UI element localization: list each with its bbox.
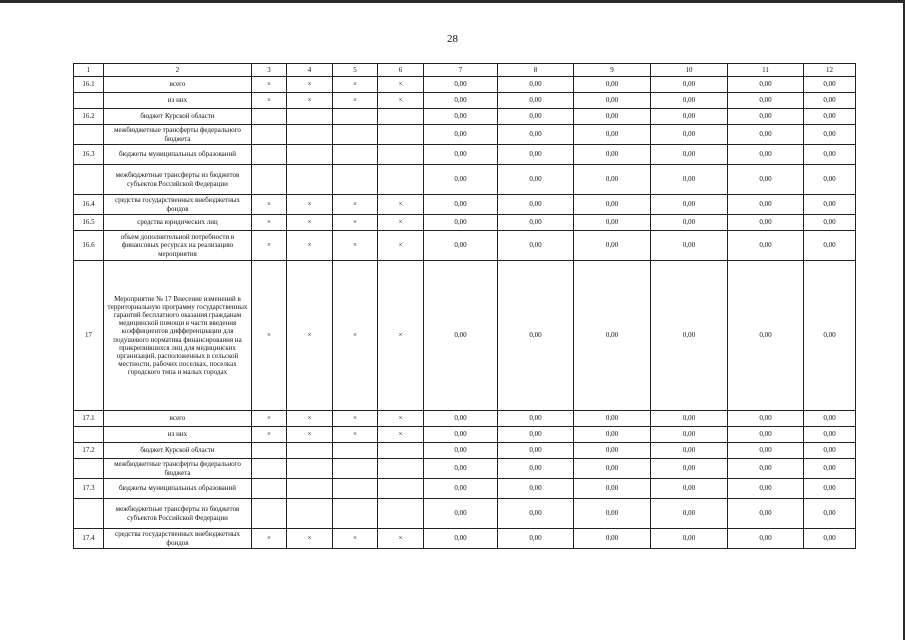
value-cell: 0,00 (728, 93, 804, 109)
value-cell: 0,00 (651, 231, 728, 261)
mark-cell (287, 499, 333, 529)
row-name-cell: межбюджетные трансферты федерального бюджета (104, 459, 252, 479)
mark-cell: × (333, 529, 378, 549)
row-name-cell: бюджеты муниципальных образований (104, 479, 252, 499)
row-name-cell: межбюджетные трансферты из бюджетов субъектов Российской Федерации (104, 165, 252, 195)
value-cell: 0,00 (574, 529, 651, 549)
value-cell: 0,00 (804, 109, 856, 125)
column-header: 9 (574, 64, 651, 77)
mark-cell: × (378, 215, 424, 231)
mark-cell (252, 443, 287, 459)
mark-cell: × (378, 261, 424, 411)
value-cell: 0,00 (424, 529, 498, 549)
value-cell: 0,00 (498, 529, 574, 549)
table-row (74, 77, 856, 93)
mark-cell (333, 145, 378, 165)
mark-cell (378, 145, 424, 165)
value-cell: 0,00 (728, 231, 804, 261)
mark-cell: × (252, 231, 287, 261)
mark-cell (287, 443, 333, 459)
mark-cell (378, 499, 424, 529)
mark-cell (378, 125, 424, 145)
value-cell: 0,00 (651, 479, 728, 499)
mark-cell: × (333, 231, 378, 261)
mark-cell: × (333, 93, 378, 109)
value-cell: 0,00 (498, 443, 574, 459)
value-cell: 0,00 (574, 411, 651, 427)
value-cell: 0,00 (651, 93, 728, 109)
value-cell: 0,00 (804, 125, 856, 145)
mark-cell: × (287, 529, 333, 549)
row-name-cell: межбюджетные трансферты федерального бюджета (104, 125, 252, 145)
mark-cell (333, 109, 378, 125)
value-cell: 0,00 (728, 77, 804, 93)
mark-cell: × (378, 231, 424, 261)
row-number-cell: 16.2 (74, 109, 104, 125)
value-cell: 0,00 (574, 145, 651, 165)
value-cell: 0,00 (498, 195, 574, 215)
value-cell: 0,00 (728, 499, 804, 529)
value-cell: 0,00 (498, 427, 574, 443)
value-cell: 0,00 (651, 411, 728, 427)
value-cell: 0,00 (424, 499, 498, 529)
row-number-cell: 17.1 (74, 411, 104, 427)
value-cell: 0,00 (498, 165, 574, 195)
value-cell: 0,00 (574, 195, 651, 215)
value-cell: 0,00 (424, 479, 498, 499)
value-cell: 0,00 (651, 215, 728, 231)
row-name-cell: средства юридических лиц (104, 215, 252, 231)
value-cell: 0,00 (424, 443, 498, 459)
column-header: 3 (252, 64, 287, 77)
value-cell: 0,00 (424, 459, 498, 479)
value-cell: 0,00 (804, 77, 856, 93)
table-header-row (74, 64, 856, 77)
mark-cell: × (287, 231, 333, 261)
mark-cell: × (333, 215, 378, 231)
value-cell: 0,00 (424, 165, 498, 195)
row-name-cell: всего (104, 411, 252, 427)
mark-cell: × (378, 427, 424, 443)
row-number-cell: 17.2 (74, 443, 104, 459)
mark-cell (252, 165, 287, 195)
row-name-cell: бюджет Курской области (104, 109, 252, 125)
top-border-line (0, 0, 905, 3)
table-row (74, 411, 856, 427)
value-cell: 0,00 (728, 195, 804, 215)
row-number-cell: 16.4 (74, 195, 104, 215)
value-cell: 0,00 (424, 411, 498, 427)
mark-cell: × (378, 93, 424, 109)
mark-cell: × (333, 77, 378, 93)
value-cell: 0,00 (651, 195, 728, 215)
value-cell: 0,00 (574, 427, 651, 443)
value-cell: 0,00 (424, 427, 498, 443)
value-cell: 0,00 (728, 459, 804, 479)
value-cell: 0,00 (574, 165, 651, 195)
value-cell: 0,00 (498, 125, 574, 145)
row-name-cell: из них (104, 427, 252, 443)
row-name-cell: бюджеты муниципальных образований (104, 145, 252, 165)
value-cell: 0,00 (574, 77, 651, 93)
table-row (74, 125, 856, 145)
value-cell: 0,00 (651, 499, 728, 529)
budget-table (73, 63, 856, 549)
value-cell: 0,00 (804, 93, 856, 109)
column-header: 5 (333, 64, 378, 77)
row-name-cell: из них (104, 93, 252, 109)
mark-cell (252, 125, 287, 145)
mark-cell (333, 499, 378, 529)
value-cell: 0,00 (424, 77, 498, 93)
mark-cell (378, 479, 424, 499)
value-cell: 0,00 (498, 411, 574, 427)
value-cell: 0,00 (728, 479, 804, 499)
table-row (74, 215, 856, 231)
value-cell: 0,00 (804, 411, 856, 427)
value-cell: 0,00 (498, 459, 574, 479)
row-number-cell (74, 93, 104, 109)
value-cell: 0,00 (498, 109, 574, 125)
mark-cell (287, 125, 333, 145)
mark-cell: × (252, 427, 287, 443)
value-cell: 0,00 (804, 459, 856, 479)
value-cell: 0,00 (574, 93, 651, 109)
mark-cell: × (333, 427, 378, 443)
value-cell: 0,00 (804, 231, 856, 261)
value-cell: 0,00 (424, 215, 498, 231)
table-row (74, 93, 856, 109)
value-cell: 0,00 (498, 93, 574, 109)
value-cell: 0,00 (574, 109, 651, 125)
row-name-cell: межбюджетные трансферты из бюджетов субъектов Российской Федерации (104, 499, 252, 529)
row-name-cell: объем дополнительной потребности в финансовых ресурсах на реализацию мероприятия (104, 231, 252, 261)
mark-cell: × (287, 93, 333, 109)
value-cell: 0,00 (804, 215, 856, 231)
table-row (74, 231, 856, 261)
mark-cell (333, 125, 378, 145)
table-row (74, 165, 856, 195)
mark-cell: × (287, 261, 333, 411)
mark-cell: × (252, 215, 287, 231)
table-row (74, 145, 856, 165)
mark-cell (378, 165, 424, 195)
mark-cell (287, 165, 333, 195)
value-cell: 0,00 (424, 195, 498, 215)
row-number-cell (74, 499, 104, 529)
column-header: 6 (378, 64, 424, 77)
value-cell: 0,00 (498, 77, 574, 93)
value-cell: 0,00 (804, 261, 856, 411)
value-cell: 0,00 (498, 215, 574, 231)
value-cell: 0,00 (574, 215, 651, 231)
value-cell: 0,00 (651, 443, 728, 459)
mark-cell (378, 443, 424, 459)
mark-cell: × (287, 77, 333, 93)
value-cell: 0,00 (804, 529, 856, 549)
column-header: 8 (498, 64, 574, 77)
value-cell: 0,00 (574, 125, 651, 145)
row-name-cell: бюджет Курской области (104, 443, 252, 459)
table-row (74, 109, 856, 125)
row-number-cell: 16.6 (74, 231, 104, 261)
value-cell: 0,00 (574, 443, 651, 459)
value-cell: 0,00 (574, 479, 651, 499)
table-row (74, 499, 856, 529)
mark-cell: × (287, 411, 333, 427)
row-number-cell: 17 (74, 261, 104, 411)
mark-cell: × (252, 411, 287, 427)
table-row (74, 459, 856, 479)
mark-cell (287, 459, 333, 479)
value-cell: 0,00 (728, 145, 804, 165)
mark-cell: × (378, 411, 424, 427)
mark-cell: × (252, 195, 287, 215)
mark-cell (287, 109, 333, 125)
value-cell: 0,00 (651, 109, 728, 125)
mark-cell (333, 443, 378, 459)
column-header: 12 (804, 64, 856, 77)
value-cell: 0,00 (574, 499, 651, 529)
table-row (74, 427, 856, 443)
mark-cell: × (378, 529, 424, 549)
row-name-cell: средства государственных внебюджетных фондов (104, 195, 252, 215)
value-cell: 0,00 (804, 165, 856, 195)
row-number-cell: 17.4 (74, 529, 104, 549)
mark-cell: × (333, 411, 378, 427)
mark-cell (252, 499, 287, 529)
value-cell: 0,00 (498, 499, 574, 529)
table-row (74, 261, 856, 411)
table-row (74, 479, 856, 499)
value-cell: 0,00 (424, 125, 498, 145)
value-cell: 0,00 (728, 427, 804, 443)
row-number-cell: 16.3 (74, 145, 104, 165)
mark-cell (252, 109, 287, 125)
mark-cell: × (287, 195, 333, 215)
value-cell: 0,00 (651, 77, 728, 93)
mark-cell (333, 479, 378, 499)
value-cell: 0,00 (651, 125, 728, 145)
mark-cell (252, 459, 287, 479)
table-row (74, 529, 856, 549)
row-number-cell (74, 165, 104, 195)
value-cell: 0,00 (804, 479, 856, 499)
table-row (74, 443, 856, 459)
mark-cell: × (252, 261, 287, 411)
value-cell: 0,00 (651, 459, 728, 479)
value-cell: 0,00 (424, 231, 498, 261)
value-cell: 0,00 (424, 109, 498, 125)
mark-cell: × (252, 77, 287, 93)
row-name-cell: Мероприятие № 17 Внесение изменений в территориальную программу государственных гарантий бесплатного оказания гражданам медицинской помощи в части введения коэффициентов дифференциации для подушевого норматива финансирования на прикрепившихся лиц для медицинских организаций, расположенных в сельской местности, рабочих поселках, поселках городского типа и малых городах (104, 261, 252, 411)
mark-cell: × (378, 195, 424, 215)
value-cell: 0,00 (804, 499, 856, 529)
value-cell: 0,00 (498, 145, 574, 165)
value-cell: 0,00 (804, 427, 856, 443)
value-cell: 0,00 (728, 125, 804, 145)
value-cell: 0,00 (651, 165, 728, 195)
mark-cell: × (378, 77, 424, 93)
mark-cell: × (252, 93, 287, 109)
row-name-cell: всего (104, 77, 252, 93)
row-number-cell (74, 427, 104, 443)
column-header: 1 (74, 64, 104, 77)
value-cell: 0,00 (651, 261, 728, 411)
row-number-cell (74, 459, 104, 479)
table-row (74, 195, 856, 215)
mark-cell: × (252, 529, 287, 549)
value-cell: 0,00 (728, 529, 804, 549)
row-number-cell: 16.5 (74, 215, 104, 231)
mark-cell (333, 459, 378, 479)
column-header: 4 (287, 64, 333, 77)
row-number-cell (74, 125, 104, 145)
mark-cell (378, 109, 424, 125)
mark-cell: × (287, 215, 333, 231)
value-cell: 0,00 (804, 443, 856, 459)
value-cell: 0,00 (728, 165, 804, 195)
value-cell: 0,00 (574, 459, 651, 479)
value-cell: 0,00 (804, 145, 856, 165)
value-cell: 0,00 (424, 93, 498, 109)
value-cell: 0,00 (498, 231, 574, 261)
value-cell: 0,00 (651, 145, 728, 165)
mark-cell (287, 479, 333, 499)
column-header: 10 (651, 64, 728, 77)
value-cell: 0,00 (728, 215, 804, 231)
row-number-cell: 16.1 (74, 77, 104, 93)
column-header: 7 (424, 64, 498, 77)
mark-cell (252, 145, 287, 165)
value-cell: 0,00 (728, 261, 804, 411)
value-cell: 0,00 (728, 109, 804, 125)
mark-cell (378, 459, 424, 479)
value-cell: 0,00 (574, 261, 651, 411)
row-name-cell: средства государственных внебюджетных фондов (104, 529, 252, 549)
value-cell: 0,00 (574, 231, 651, 261)
value-cell: 0,00 (804, 195, 856, 215)
table-body (74, 64, 856, 549)
value-cell: 0,00 (424, 145, 498, 165)
mark-cell: × (333, 195, 378, 215)
row-number-cell: 17.3 (74, 479, 104, 499)
mark-cell (252, 479, 287, 499)
column-header: 2 (104, 64, 252, 77)
value-cell: 0,00 (728, 443, 804, 459)
column-header: 11 (728, 64, 804, 77)
value-cell: 0,00 (498, 479, 574, 499)
mark-cell (333, 165, 378, 195)
mark-cell: × (287, 427, 333, 443)
value-cell: 0,00 (728, 411, 804, 427)
mark-cell: × (333, 261, 378, 411)
value-cell: 0,00 (424, 261, 498, 411)
value-cell: 0,00 (651, 427, 728, 443)
value-cell: 0,00 (498, 261, 574, 411)
page-number: 28 (447, 33, 458, 45)
value-cell: 0,00 (651, 529, 728, 549)
mark-cell (287, 145, 333, 165)
